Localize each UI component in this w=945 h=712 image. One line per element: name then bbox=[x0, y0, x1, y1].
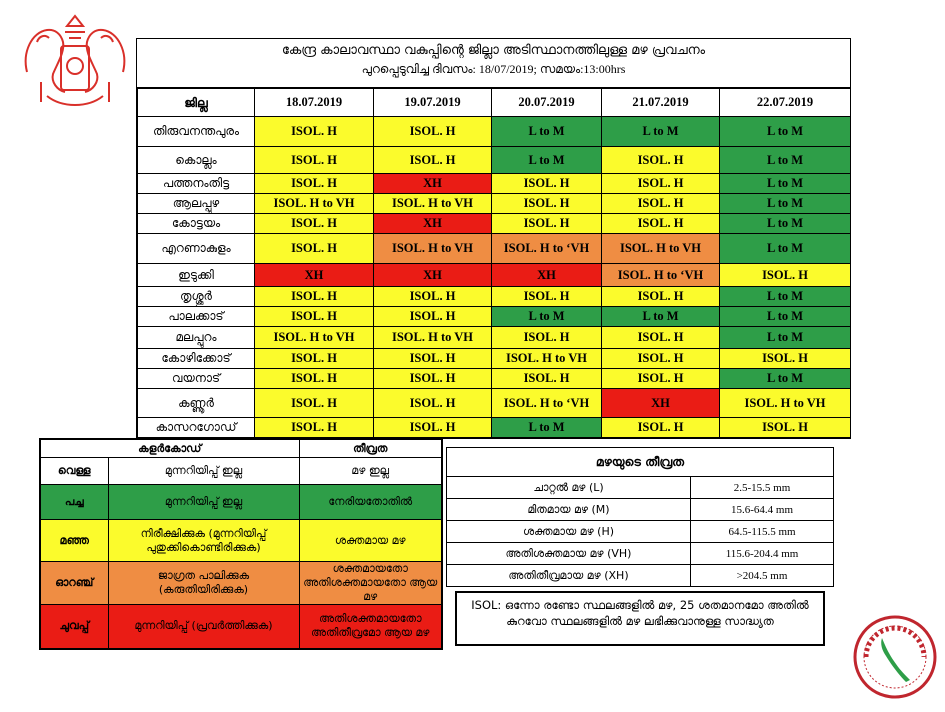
forecast-cell: L to M bbox=[492, 307, 602, 327]
forecast-panel bbox=[136, 38, 851, 439]
forecast-cell: ISOL. H to VH bbox=[602, 234, 720, 264]
forecast-cell: ISOL. H bbox=[255, 214, 374, 234]
forecast-cell: XH bbox=[602, 389, 720, 418]
legend-meaning: മുന്നറിയിപ്പ് ഇല്ല bbox=[108, 485, 299, 520]
forecast-cell: XH bbox=[255, 264, 374, 287]
intensity-label: മിതമായ മഴ (M) bbox=[447, 499, 691, 521]
forecast-cell: L to M bbox=[720, 174, 851, 194]
date-header-1: 18.07.2019 bbox=[255, 89, 374, 117]
forecast-cell: L to M bbox=[720, 287, 851, 307]
legend-code-header: കളർകോഡ് bbox=[40, 439, 299, 458]
district-name: എറണാകുളം bbox=[138, 234, 255, 264]
district-name: പാലക്കാട് bbox=[138, 307, 255, 327]
forecast-cell: ISOL. H to VH bbox=[374, 234, 492, 264]
intensity-range: 115.6-204.4 mm bbox=[691, 543, 834, 565]
forecast-cell: ISOL. H to ‘VH bbox=[492, 389, 602, 418]
forecast-cell: ISOL. H bbox=[374, 307, 492, 327]
forecast-cell: ISOL. H bbox=[255, 234, 374, 264]
legend-severity: ശക്തമായ മഴ bbox=[299, 520, 442, 562]
intensity-range: >204.5 mm bbox=[691, 565, 834, 587]
district-name: തിരുവനന്തപുരം bbox=[138, 117, 255, 147]
district-name: കോട്ടയം bbox=[138, 214, 255, 234]
forecast-cell: ISOL. H bbox=[374, 418, 492, 438]
district-name: കൊല്ലം bbox=[138, 147, 255, 174]
page-title: കേന്ദ്ര കാലാവസ്ഥാ വകുപ്പിന്റെ ജില്ലാ അടിസ്ഥാനത്തിലുള്ള മഴ പ്രവചനം bbox=[281, 43, 706, 58]
legend-severity: മഴ ഇല്ല bbox=[299, 458, 442, 485]
forecast-cell: ISOL. H bbox=[602, 147, 720, 174]
table-row bbox=[138, 349, 851, 369]
legend-severity: അതിശക്തമായതോ അതിതീവ്രമോ ആയ മഴ bbox=[299, 605, 442, 649]
forecast-cell: ISOL. H bbox=[255, 389, 374, 418]
forecast-cell: ISOL. H to VH bbox=[255, 194, 374, 214]
legend-row bbox=[40, 605, 442, 649]
legend-meaning: മുന്നറിയിപ്പ് ഇല്ല bbox=[108, 458, 299, 485]
rain-intensity-table bbox=[446, 447, 834, 587]
forecast-cell: ISOL. H bbox=[255, 287, 374, 307]
forecast-cell: XH bbox=[374, 264, 492, 287]
forecast-cell: ISOL. H bbox=[602, 194, 720, 214]
table-row bbox=[138, 287, 851, 307]
forecast-cell: ISOL. H bbox=[492, 287, 602, 307]
forecast-cell: ISOL. H bbox=[602, 214, 720, 234]
forecast-cell: ISOL. H to VH bbox=[374, 327, 492, 349]
table-row bbox=[138, 174, 851, 194]
forecast-cell: ISOL. H bbox=[720, 349, 851, 369]
legend-row bbox=[40, 485, 442, 520]
forecast-cell: ISOL. H to VH bbox=[720, 389, 851, 418]
intensity-row bbox=[447, 521, 834, 543]
legend-color-name: പച്ച bbox=[40, 485, 108, 520]
forecast-cell: ISOL. H bbox=[374, 117, 492, 147]
issued-info: പുറപ്പെടുവിച്ച ദിവസം: 18/07/2019; സമയം:13:00hrs bbox=[361, 62, 626, 76]
table-row bbox=[138, 389, 851, 418]
forecast-cell: ISOL. H bbox=[492, 214, 602, 234]
forecast-cell: L to M bbox=[720, 369, 851, 389]
table-row bbox=[138, 369, 851, 389]
district-name: ഇടുക്കി bbox=[138, 264, 255, 287]
legend-color-name: മഞ്ഞ bbox=[40, 520, 108, 562]
intensity-range: 15.6-64.4 mm bbox=[691, 499, 834, 521]
forecast-header bbox=[137, 39, 850, 88]
forecast-cell: L to M bbox=[602, 117, 720, 147]
district-name: കണ്ണൂർ bbox=[138, 389, 255, 418]
intensity-row bbox=[447, 477, 834, 499]
intensity-label: അതിതീവ്രമായ മഴ (XH) bbox=[447, 565, 691, 587]
table-row bbox=[138, 214, 851, 234]
table-row bbox=[138, 327, 851, 349]
forecast-cell: ISOL. H bbox=[374, 369, 492, 389]
forecast-cell: ISOL. H bbox=[720, 418, 851, 438]
forecast-cell: ISOL. H bbox=[602, 287, 720, 307]
legend-severity: നേരിയതോതിൽ bbox=[299, 485, 442, 520]
forecast-cell: ISOL. H bbox=[255, 174, 374, 194]
forecast-cell: ISOL. H bbox=[374, 287, 492, 307]
ksdma-logo-icon bbox=[852, 612, 938, 702]
forecast-cell: L to M bbox=[720, 117, 851, 147]
forecast-cell: L to M bbox=[492, 117, 602, 147]
forecast-cell: ISOL. H bbox=[602, 349, 720, 369]
forecast-cell: L to M bbox=[492, 147, 602, 174]
date-header-2: 19.07.2019 bbox=[374, 89, 492, 117]
forecast-cell: L to M bbox=[720, 234, 851, 264]
legend-color-name: ചുവപ്പ് bbox=[40, 605, 108, 649]
legend-row bbox=[40, 458, 442, 485]
date-header-4: 21.07.2019 bbox=[602, 89, 720, 117]
district-name: പത്തനംതിട്ട bbox=[138, 174, 255, 194]
intensity-range: 64.5-115.5 mm bbox=[691, 521, 834, 543]
forecast-cell: ISOL. H bbox=[255, 349, 374, 369]
forecast-cell: ISOL. H bbox=[255, 147, 374, 174]
forecast-cell: ISOL. H to ‘VH bbox=[492, 234, 602, 264]
forecast-cell: ISOL. H to ‘VH bbox=[602, 264, 720, 287]
table-row bbox=[138, 117, 851, 147]
isol-definition-note: ISOL: ഒന്നോ രണ്ടോ സ്ഥലങ്ങളിൽ മഴ, 25 ശതമാനമോ അതിൽ കുറവോ സ്ഥലങ്ങളിൽ മഴ ലഭിക്കുവാനുള്ള സാദ്ധ്യത bbox=[455, 591, 825, 646]
legend-color-name: വെള്ള bbox=[40, 458, 108, 485]
district-column-header: ജില്ല bbox=[138, 89, 255, 117]
forecast-cell: XH bbox=[374, 174, 492, 194]
forecast-cell: ISOL. H bbox=[374, 389, 492, 418]
color-code-legend bbox=[39, 438, 443, 650]
forecast-cell: L to M bbox=[720, 214, 851, 234]
forecast-cell: ISOL. H bbox=[255, 117, 374, 147]
table-row bbox=[138, 194, 851, 214]
district-name: ആലപ്പുഴ bbox=[138, 194, 255, 214]
intensity-row bbox=[447, 543, 834, 565]
intensity-label: ശക്തമായ മഴ (H) bbox=[447, 521, 691, 543]
forecast-cell: ISOL. H bbox=[602, 369, 720, 389]
forecast-cell: ISOL. H bbox=[255, 418, 374, 438]
forecast-cell: ISOL. H bbox=[492, 194, 602, 214]
forecast-cell: ISOL. H bbox=[602, 327, 720, 349]
intensity-title: മഴയുടെ തീവ്രത bbox=[447, 448, 834, 477]
forecast-cell: ISOL. H bbox=[255, 369, 374, 389]
forecast-cell: ISOL. H bbox=[492, 369, 602, 389]
legend-row bbox=[40, 562, 442, 605]
district-name: കാസറഗോഡ് bbox=[138, 418, 255, 438]
district-name: കോഴിക്കോട് bbox=[138, 349, 255, 369]
legend-severity-header: തീവ്രത bbox=[299, 439, 442, 458]
forecast-cell: ISOL. H bbox=[602, 418, 720, 438]
date-header-5: 22.07.2019 bbox=[720, 89, 851, 117]
forecast-cell: XH bbox=[374, 214, 492, 234]
legend-header-row bbox=[40, 439, 442, 458]
district-name: തൃശ്ശൂർ bbox=[138, 287, 255, 307]
date-header-3: 20.07.2019 bbox=[492, 89, 602, 117]
forecast-cell: L to M bbox=[720, 147, 851, 174]
forecast-cell: ISOL. H bbox=[720, 264, 851, 287]
intensity-range: 2.5-15.5 mm bbox=[691, 477, 834, 499]
legend-meaning: നിരീക്ഷിക്കുക (മുന്നറിയിപ്പ് പുതുക്കികൊണ്ടിരിക്കുക) bbox=[108, 520, 299, 562]
intensity-row bbox=[447, 565, 834, 587]
forecast-table bbox=[137, 88, 851, 438]
table-row bbox=[138, 264, 851, 287]
legend-row bbox=[40, 520, 442, 562]
table-row bbox=[138, 307, 851, 327]
forecast-cell: ISOL. H bbox=[255, 307, 374, 327]
legend-meaning: മുന്നറിയിപ്പ് (പ്രവർത്തിക്കുക) bbox=[108, 605, 299, 649]
forecast-cell: XH bbox=[492, 264, 602, 287]
forecast-cell: L to M bbox=[492, 418, 602, 438]
legend-severity: ശക്തമായതോ അതിശക്തമായതോ ആയ മഴ bbox=[299, 562, 442, 605]
legend-meaning: ജാഗ്രത പാലിക്കുക (കരുതിയിരിക്കുക) bbox=[108, 562, 299, 605]
forecast-cell: ISOL. H to VH bbox=[255, 327, 374, 349]
table-row bbox=[138, 234, 851, 264]
table-header-row bbox=[138, 89, 851, 117]
forecast-cell: ISOL. H bbox=[374, 349, 492, 369]
forecast-cell: ISOL. H bbox=[492, 327, 602, 349]
intensity-row bbox=[447, 499, 834, 521]
forecast-cell: ISOL. H to VH bbox=[374, 194, 492, 214]
forecast-cell: L to M bbox=[720, 194, 851, 214]
intensity-label: അതിശക്തമായ മഴ (VH) bbox=[447, 543, 691, 565]
district-name: മലപ്പുറം bbox=[138, 327, 255, 349]
forecast-cell: ISOL. H bbox=[492, 174, 602, 194]
intensity-label: ചാറ്റൽ മഴ (L) bbox=[447, 477, 691, 499]
kerala-government-emblem-icon bbox=[17, 12, 133, 112]
forecast-cell: ISOL. H to VH bbox=[492, 349, 602, 369]
forecast-cell: L to M bbox=[720, 327, 851, 349]
table-row bbox=[138, 147, 851, 174]
legend-color-name: ഓറഞ്ച് bbox=[40, 562, 108, 605]
forecast-cell: ISOL. H bbox=[374, 147, 492, 174]
forecast-cell: L to M bbox=[720, 307, 851, 327]
forecast-cell: ISOL. H bbox=[602, 174, 720, 194]
table-row bbox=[138, 418, 851, 438]
forecast-cell: L to M bbox=[602, 307, 720, 327]
district-name: വയനാട് bbox=[138, 369, 255, 389]
